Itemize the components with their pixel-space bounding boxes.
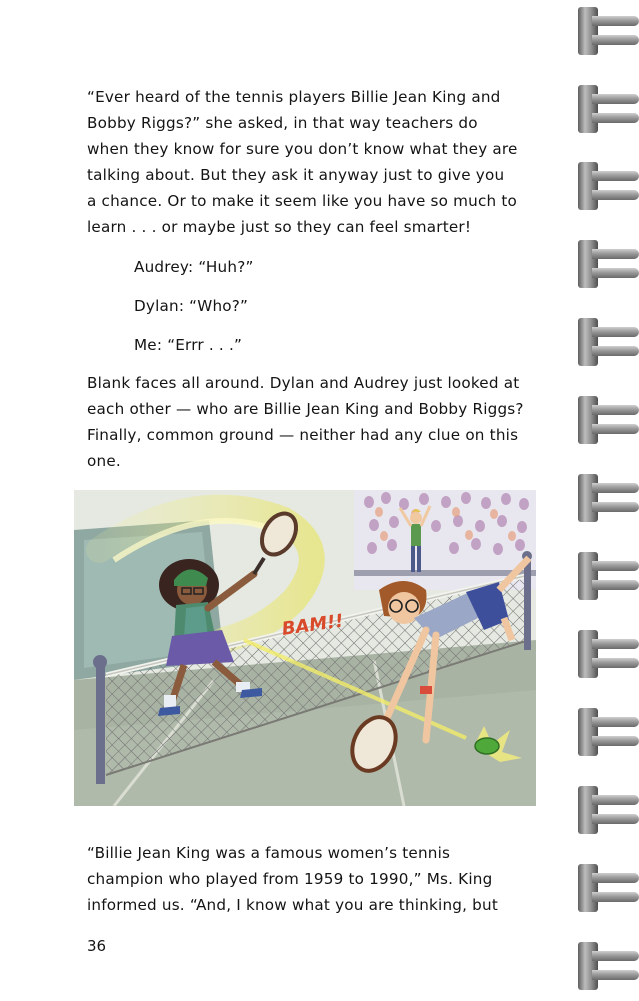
text-line: talking about. But they ask it anyway just to give you bbox=[87, 166, 505, 184]
binding-ring bbox=[578, 708, 639, 756]
binding-ring bbox=[578, 786, 639, 834]
dialogue-audrey: Audrey: “Huh?” bbox=[134, 258, 254, 276]
dialogue-dylan: Dylan: “Who?” bbox=[134, 297, 249, 315]
text-line: a chance. Or to make it seem like you have so much to bbox=[87, 192, 518, 210]
paragraph-3 bbox=[87, 840, 527, 918]
text-line: learn . . . or maybe just so they can feel smarter! bbox=[87, 218, 472, 236]
text-line: Bobby Riggs?” she asked, in that way teachers do bbox=[87, 114, 478, 132]
binding-ring bbox=[578, 85, 639, 133]
bam-sound-effect: BAM!! bbox=[280, 610, 345, 640]
dialogue-me: Me: “Errr . . .” bbox=[134, 336, 243, 354]
text-line: each other — who are Billie Jean King and Bobby Riggs? bbox=[87, 400, 524, 418]
binding-ring bbox=[578, 240, 639, 288]
text-line: Finally, common ground — neither had any clue on this bbox=[87, 426, 519, 444]
binding-ring bbox=[578, 474, 639, 522]
text-line: “Ever heard of the tennis players Billie Jean King and bbox=[87, 88, 501, 106]
binding-ring bbox=[578, 162, 639, 210]
page-number: 36 bbox=[87, 937, 107, 955]
spiral-binding bbox=[574, 0, 639, 1001]
binding-ring bbox=[578, 7, 639, 55]
binding-ring bbox=[578, 396, 639, 444]
text-line: when they know for sure you don’t know what they are bbox=[87, 140, 518, 158]
text-line: champion who played from 1959 to 1990,” Ms. King bbox=[87, 870, 493, 888]
net-post bbox=[96, 666, 105, 784]
binding-ring bbox=[578, 630, 639, 678]
binding-ring bbox=[578, 552, 639, 600]
text-line: Blank faces all around. Dylan and Audrey just looked at bbox=[87, 374, 520, 392]
text-line: informed us. “And, I know what you are thinking, but bbox=[87, 896, 498, 914]
paragraph-2 bbox=[87, 370, 527, 474]
binding-ring bbox=[578, 942, 639, 990]
binding-ring bbox=[578, 864, 639, 912]
paragraph-1 bbox=[87, 84, 527, 240]
text-line: “Billie Jean King was a famous women’s tennis bbox=[87, 844, 451, 862]
tennis-illustration bbox=[74, 490, 536, 806]
net-post bbox=[524, 560, 531, 650]
text-line: one. bbox=[87, 452, 121, 470]
binding-ring bbox=[578, 318, 639, 366]
